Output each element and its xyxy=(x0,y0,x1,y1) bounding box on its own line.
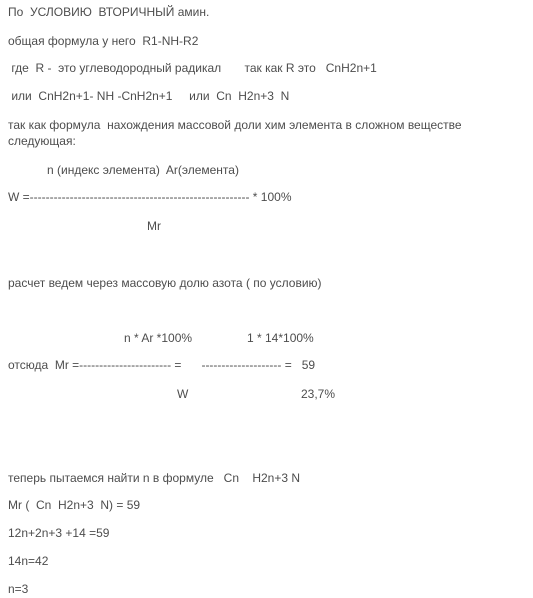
mr-numerator-symbolic: n * Ar *100% xyxy=(124,331,193,345)
answer-line: n=3 xyxy=(8,582,29,596)
general-formula-line: общая формула у него R1-NH-R2 xyxy=(8,34,199,48)
mass-fraction-intro-continued: следующая: xyxy=(8,134,76,148)
expanded-equation-line: 12n+2n+3 +14 =59 xyxy=(8,526,110,540)
mr-denominator-numeric: 23,7% xyxy=(301,387,336,401)
formula-variants-line: или CnH2n+1- NH -CnH2n+1 или Cn H2n+3 N xyxy=(8,89,290,103)
condition-line: По УСЛОВИЮ ВТОРИЧНЫЙ амин. xyxy=(8,5,210,19)
radical-definition-line: где R - это углеводородный радикал так как R это CnH2n+1 xyxy=(8,61,377,75)
mr-fraction-line: отсюда Mr =----------------------- = -------------------- = 59 xyxy=(8,358,316,372)
formula-fraction-line: W =------------------------------------------------------- * 100% xyxy=(8,190,292,204)
mr-numerator-numeric: 1 * 14*100% xyxy=(247,331,314,345)
mass-fraction-intro-line: так как формула нахождения массовой доли хим элемента в сложном веществе xyxy=(8,118,462,132)
mr-denominator-symbolic: W xyxy=(177,387,189,401)
formula-denominator: Mr xyxy=(147,219,161,233)
formula-numerator: n (индекс элемента) Ar(элемента) xyxy=(47,163,239,177)
find-n-line: теперь пытаемся найти n в формуле Cn H2n+3 N xyxy=(8,471,301,485)
simplified-equation-line: 14n=42 xyxy=(8,554,49,568)
mr-equation-line: Mr ( Cn H2n+3 N) = 59 xyxy=(8,498,141,512)
calculation-basis-line: расчет ведем через массовую долю азота ( по условию) xyxy=(8,276,322,290)
